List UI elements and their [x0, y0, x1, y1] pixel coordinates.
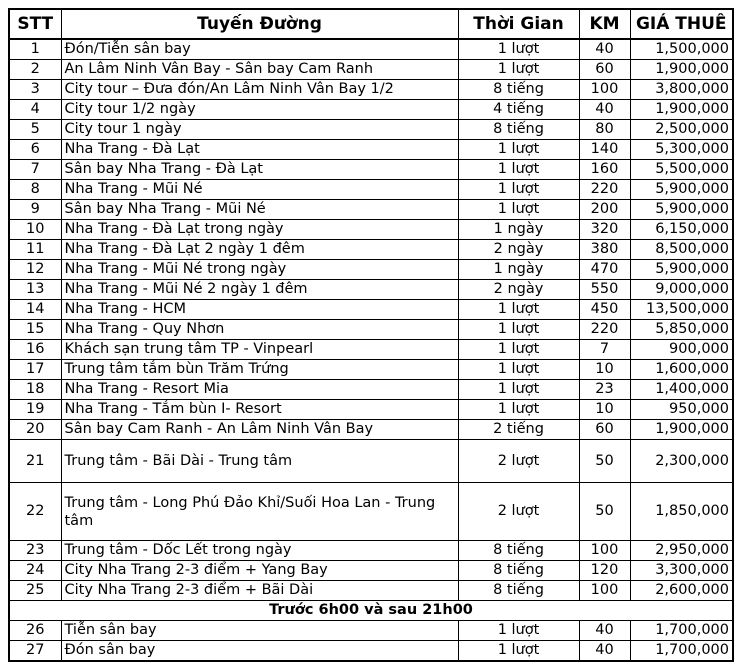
cell-km: 470 [579, 260, 630, 280]
cell-price: 900,000 [630, 340, 733, 360]
table-row [9, 420, 733, 440]
cell-price: 5,900,000 [630, 260, 733, 280]
cell-km: 60 [579, 420, 630, 440]
cell-price: 13,500,000 [630, 300, 733, 320]
cell-route: Nha Trang - Resort Mia [61, 380, 458, 400]
cell-time: 1 lượt [458, 641, 579, 662]
header-stt: STT [9, 9, 61, 39]
cell-time: 2 ngày [458, 240, 579, 260]
cell-route: Sân bay Nha Trang - Đà Lạt [61, 160, 458, 180]
table-row [9, 320, 733, 340]
table-row [9, 541, 733, 561]
cell-route: Đón/Tiễn sân bay [61, 39, 458, 60]
table-row [9, 80, 733, 100]
cell-stt: 18 [9, 380, 61, 400]
table-body-main [9, 39, 733, 601]
cell-route: Khách sạn trung tâm TP - Vinpearl [61, 340, 458, 360]
cell-price: 1,900,000 [630, 100, 733, 120]
table-row [9, 120, 733, 140]
cell-stt: 2 [9, 60, 61, 80]
cell-price: 2,950,000 [630, 541, 733, 561]
cell-time: 1 lượt [458, 340, 579, 360]
cell-km: 50 [579, 483, 630, 541]
cell-price: 1,900,000 [630, 60, 733, 80]
cell-km: 100 [579, 80, 630, 100]
table-row [9, 39, 733, 60]
cell-price: 6,150,000 [630, 220, 733, 240]
cell-time: 1 lượt [458, 621, 579, 641]
cell-stt: 27 [9, 641, 61, 662]
cell-route: Trung tâm tắm bùn Trăm Trứng [61, 360, 458, 380]
table-row [9, 300, 733, 320]
cell-time: 1 lượt [458, 360, 579, 380]
cell-time: 2 lượt [458, 440, 579, 483]
cell-stt: 1 [9, 39, 61, 60]
table-row [9, 60, 733, 80]
cell-route: Nha Trang - Mũi Né [61, 180, 458, 200]
cell-stt: 4 [9, 100, 61, 120]
cell-price: 1,900,000 [630, 420, 733, 440]
cell-time: 8 tiếng [458, 80, 579, 100]
cell-stt: 13 [9, 280, 61, 300]
cell-stt: 10 [9, 220, 61, 240]
cell-km: 550 [579, 280, 630, 300]
cell-km: 23 [579, 380, 630, 400]
table-row [9, 160, 733, 180]
cell-stt: 17 [9, 360, 61, 380]
cell-time: 1 lượt [458, 140, 579, 160]
cell-stt: 8 [9, 180, 61, 200]
cell-stt: 3 [9, 80, 61, 100]
cell-price: 1,500,000 [630, 39, 733, 60]
cell-km: 100 [579, 581, 630, 601]
cell-km: 380 [579, 240, 630, 260]
price-table-container [8, 8, 734, 662]
cell-time: 1 lượt [458, 180, 579, 200]
cell-km: 40 [579, 641, 630, 662]
cell-price: 1,850,000 [630, 483, 733, 541]
cell-price: 2,500,000 [630, 120, 733, 140]
cell-stt: 9 [9, 200, 61, 220]
cell-stt: 21 [9, 440, 61, 483]
cell-route: Nha Trang - Mũi Né trong ngày [61, 260, 458, 280]
cell-stt: 6 [9, 140, 61, 160]
cell-stt: 26 [9, 621, 61, 641]
cell-price: 950,000 [630, 400, 733, 420]
cell-route: Nha Trang - Đà Lạt 2 ngày 1 đêm [61, 240, 458, 260]
cell-km: 40 [579, 39, 630, 60]
cell-time: 8 tiếng [458, 561, 579, 581]
price-table [8, 8, 734, 662]
cell-route: Nha Trang - Đà Lạt [61, 140, 458, 160]
cell-km: 40 [579, 621, 630, 641]
cell-stt: 7 [9, 160, 61, 180]
cell-price: 5,900,000 [630, 200, 733, 220]
cell-route: Nha Trang - Quy Nhơn [61, 320, 458, 340]
table-row [9, 200, 733, 220]
table-row [9, 280, 733, 300]
table-row [9, 340, 733, 360]
cell-stt: 12 [9, 260, 61, 280]
cell-km: 50 [579, 440, 630, 483]
table-row [9, 581, 733, 601]
cell-km: 7 [579, 340, 630, 360]
cell-price: 1,600,000 [630, 360, 733, 380]
cell-time: 1 ngày [458, 260, 579, 280]
cell-km: 450 [579, 300, 630, 320]
table-row [9, 440, 733, 483]
cell-km: 80 [579, 120, 630, 140]
table-row [9, 483, 733, 541]
table-row [9, 360, 733, 380]
table-row [9, 561, 733, 581]
cell-stt: 25 [9, 581, 61, 601]
table-row [9, 240, 733, 260]
table-row [9, 380, 733, 400]
cell-route: City tour 1/2 ngày [61, 100, 458, 120]
cell-stt: 20 [9, 420, 61, 440]
header-price: GIÁ THUÊ [630, 9, 733, 39]
cell-time: 2 lượt [458, 483, 579, 541]
cell-price: 3,300,000 [630, 561, 733, 581]
cell-time: 2 ngày [458, 280, 579, 300]
cell-stt: 5 [9, 120, 61, 140]
cell-time: 1 lượt [458, 380, 579, 400]
cell-route: Nha Trang - Mũi Né 2 ngày 1 đêm [61, 280, 458, 300]
cell-route: An Lâm Ninh Vân Bay - Sân bay Cam Ranh [61, 60, 458, 80]
cell-stt: 19 [9, 400, 61, 420]
cell-time: 1 lượt [458, 160, 579, 180]
cell-km: 60 [579, 60, 630, 80]
cell-route: City Nha Trang 2-3 điểm + Yang Bay [61, 561, 458, 581]
table-body-section [9, 601, 733, 621]
cell-km: 320 [579, 220, 630, 240]
table-row [9, 220, 733, 240]
cell-price: 1,700,000 [630, 621, 733, 641]
cell-time: 1 lượt [458, 60, 579, 80]
table-row [9, 621, 733, 641]
cell-time: 8 tiếng [458, 120, 579, 140]
cell-stt: 11 [9, 240, 61, 260]
cell-time: 4 tiếng [458, 100, 579, 120]
cell-price: 2,300,000 [630, 440, 733, 483]
cell-time: 8 tiếng [458, 581, 579, 601]
header-km: KM [579, 9, 630, 39]
table-row [9, 400, 733, 420]
cell-stt: 16 [9, 340, 61, 360]
cell-price: 9,000,000 [630, 280, 733, 300]
cell-stt: 14 [9, 300, 61, 320]
cell-km: 100 [579, 541, 630, 561]
cell-stt: 15 [9, 320, 61, 340]
cell-route: Trung tâm - Bãi Dài - Trung tâm [61, 440, 458, 483]
cell-route: Đón sân bay [61, 641, 458, 662]
cell-km: 40 [579, 100, 630, 120]
cell-route: City tour 1 ngày [61, 120, 458, 140]
cell-time: 1 lượt [458, 320, 579, 340]
cell-time: 1 ngày [458, 220, 579, 240]
section-row [9, 601, 733, 621]
cell-route: Nha Trang - Tắm bùn I- Resort [61, 400, 458, 420]
cell-stt: 24 [9, 561, 61, 581]
cell-time: 1 lượt [458, 39, 579, 60]
cell-price: 1,400,000 [630, 380, 733, 400]
cell-price: 5,900,000 [630, 180, 733, 200]
cell-stt: 23 [9, 541, 61, 561]
cell-time: 8 tiếng [458, 541, 579, 561]
cell-price: 5,850,000 [630, 320, 733, 340]
cell-price: 3,800,000 [630, 80, 733, 100]
cell-km: 200 [579, 200, 630, 220]
table-row [9, 180, 733, 200]
cell-price: 1,700,000 [630, 641, 733, 662]
header-time: Thời Gian [458, 9, 579, 39]
cell-route: Trung tâm - Dốc Lết trong ngày [61, 541, 458, 561]
cell-route: Trung tâm - Long Phú Đảo Khỉ/Suối Hoa Lan - Trung tâm [61, 483, 458, 541]
cell-time: 1 lượt [458, 200, 579, 220]
table-row [9, 140, 733, 160]
section-title: Trước 6h00 và sau 21h00 [9, 601, 733, 621]
table-row [9, 641, 733, 662]
cell-route: Nha Trang - Đà Lạt trong ngày [61, 220, 458, 240]
cell-km: 220 [579, 180, 630, 200]
cell-km: 140 [579, 140, 630, 160]
cell-route: Nha Trang - HCM [61, 300, 458, 320]
cell-route: City tour – Đưa đón/An Lâm Ninh Vân Bay 1/2 [61, 80, 458, 100]
cell-price: 2,600,000 [630, 581, 733, 601]
header-route: Tuyến Đường [61, 9, 458, 39]
cell-price: 5,300,000 [630, 140, 733, 160]
cell-price: 8,500,000 [630, 240, 733, 260]
cell-route: City Nha Trang 2-3 điểm + Bãi Dài [61, 581, 458, 601]
cell-route: Sân bay Nha Trang - Mũi Né [61, 200, 458, 220]
cell-price: 5,500,000 [630, 160, 733, 180]
cell-route: Tiễn sân bay [61, 621, 458, 641]
table-row [9, 260, 733, 280]
cell-time: 1 lượt [458, 300, 579, 320]
cell-time: 2 tiếng [458, 420, 579, 440]
cell-km: 120 [579, 561, 630, 581]
cell-km: 160 [579, 160, 630, 180]
cell-km: 220 [579, 320, 630, 340]
cell-time: 1 lượt [458, 400, 579, 420]
cell-route: Sân bay Cam Ranh - An Lâm Ninh Vân Bay [61, 420, 458, 440]
cell-km: 10 [579, 400, 630, 420]
table-row [9, 100, 733, 120]
cell-stt: 22 [9, 483, 61, 541]
cell-km: 10 [579, 360, 630, 380]
header-row [9, 9, 733, 39]
